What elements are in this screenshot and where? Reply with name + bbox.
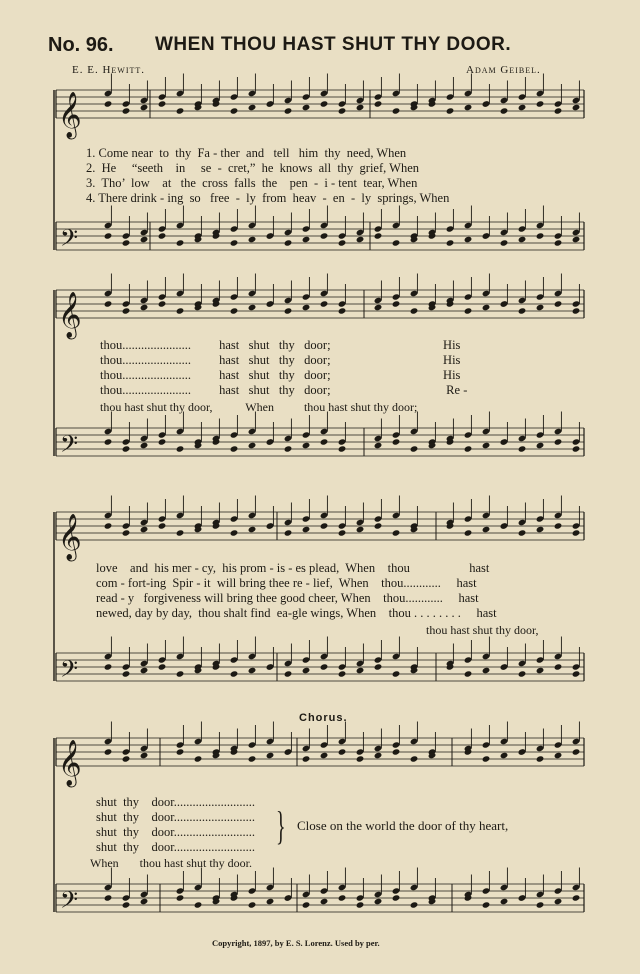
bass-staff-4-note-head	[266, 898, 275, 905]
treble-staff-2-note-head	[410, 307, 419, 314]
treble-staff-4-note-head	[320, 752, 329, 759]
treble-staff-3-note-head	[122, 529, 131, 536]
treble-staff-4-note-head	[392, 748, 401, 755]
bass-clef-icon: 𝄢	[60, 224, 79, 257]
treble-staff-4-note-head	[176, 748, 185, 755]
treble-staff-3-note-head	[248, 526, 257, 533]
bass-staff-2-note-head	[374, 442, 383, 449]
treble-staff-2-note-head	[104, 300, 113, 307]
bass-staff-2-note-head	[320, 438, 329, 445]
treble-staff-3-note-head	[536, 526, 545, 533]
treble-staff-4-note-head	[374, 752, 383, 759]
bass-staff-1-note-head	[338, 239, 347, 246]
treble-staff-1-note-head	[302, 104, 311, 111]
bass-staff-2-note-head	[140, 442, 149, 449]
bass-staff-2-note-head	[572, 445, 581, 452]
bass-staff-2-note-head	[230, 445, 239, 452]
bass-staff-3-note-head	[284, 670, 293, 677]
treble-staff-2-note-head	[392, 300, 401, 307]
bass-staff-3-note-head	[230, 670, 239, 677]
treble-staff-1-note-head	[104, 100, 113, 107]
bass-staff-2-note-head	[158, 438, 167, 445]
treble-staff-4-note-head	[248, 755, 257, 762]
bass-staff-1-note-head	[446, 239, 455, 246]
alto-line-2: thou hast shut thy door, When thou hast shut thy door;	[100, 400, 418, 414]
bass-staff-3-note-head	[554, 663, 563, 670]
alto-line-3: thou hast shut thy door,	[426, 623, 539, 637]
bass-clef-icon: 𝄢	[60, 886, 79, 919]
verse-4-line-4: shut thy door..........................	[96, 840, 256, 854]
bass-staff-4-note-head	[392, 894, 401, 901]
bass-staff-4-note-head	[356, 901, 365, 908]
bass-staff-3-note-head	[374, 663, 383, 670]
treble-staff-2-note-head	[338, 307, 347, 314]
bass-staff-4-note-head	[302, 901, 311, 908]
verse-1-line-2: thou...................... hast shut thy door; His	[100, 338, 461, 352]
verse-3-line-3: read - y forgiveness will bring thee good cheer, When thou............ hast	[96, 591, 479, 605]
treble-staff-1-note-head	[122, 107, 131, 114]
verse-2-line-2: thou...................... hast shut thy door; His	[100, 353, 461, 367]
treble-staff-2-note-head	[554, 300, 563, 307]
treble-staff-3-note-head	[374, 522, 383, 529]
bass-staff-4-note-head	[194, 901, 203, 908]
treble-staff-4-note-head	[302, 755, 311, 762]
bass-staff-1-note-head	[392, 239, 401, 246]
treble-staff-4-note-head	[122, 755, 131, 762]
verse-1-line-4: shut thy door..........................	[96, 795, 256, 809]
bass-staff-3-note-head	[536, 667, 545, 674]
bass-staff-3-note-head	[122, 670, 131, 677]
treble-clef-icon: 𝄞	[58, 514, 82, 560]
bass-staff-4-note-head	[410, 901, 419, 908]
treble-staff-3-note-head	[302, 526, 311, 533]
bass-staff-1-note-head	[464, 236, 473, 243]
bass-staff-2-note-head	[410, 445, 419, 452]
bass-staff-2-note-head	[302, 442, 311, 449]
bass-staff-1-note-head	[356, 236, 365, 243]
treble-staff-3-note-head	[356, 526, 365, 533]
treble-staff-3-note-head	[230, 529, 239, 536]
bass-staff-3-note-head	[482, 667, 491, 674]
treble-staff-4-note-head	[536, 755, 545, 762]
treble-staff-3-note-head	[518, 529, 527, 536]
bass-staff-1-note-head	[158, 232, 167, 239]
bass-staff-4-note-head	[140, 898, 149, 905]
treble-staff-4-note-head	[356, 755, 365, 762]
bass-clef-icon: 𝄢	[60, 430, 79, 463]
bass-staff-1-note-head	[176, 239, 185, 246]
bass-staff-1-note-head	[500, 239, 509, 246]
treble-staff-1-note-head	[554, 107, 563, 114]
treble-staff-2-note-head	[572, 307, 581, 314]
bass-staff-4-note-head	[122, 901, 131, 908]
verse-1-line-1: 1. Come near to thy Fa - ther and tell him thy need, When	[86, 146, 407, 160]
bass-staff-1-note-head	[518, 236, 527, 243]
treble-staff-1-note-head	[392, 107, 401, 114]
treble-staff-1-note-head	[284, 107, 293, 114]
bass-staff-4-note-head	[176, 894, 185, 901]
treble-staff-4-note-head	[572, 748, 581, 755]
treble-staff-3-note-head	[338, 529, 347, 536]
treble-staff-2-note-head	[464, 307, 473, 314]
hymn-title: WHEN THOU HAST SHUT THY DOOR.	[155, 34, 512, 55]
treble-staff-2-note-head	[158, 300, 167, 307]
bass-staff-3-note-head	[338, 670, 347, 677]
treble-staff-4-note-head	[266, 752, 275, 759]
verse-3-line-2: thou...................... hast shut thy door; His	[100, 368, 461, 382]
bass-staff-2-note-head	[284, 445, 293, 452]
treble-staff-3-note-head	[176, 529, 185, 536]
bass-staff-1-note-head	[536, 232, 545, 239]
verse-3-line-1: 3. Tho’ low at the cross falls the pen - i - tent tear, When	[86, 176, 418, 190]
bass-staff-4-note-head	[338, 894, 347, 901]
verse-1-line-3: love and his mer - cy, his prom - is - es plead, When thou hast	[96, 561, 490, 575]
treble-staff-4-note-head	[104, 748, 113, 755]
bass-staff-2-note-head	[392, 438, 401, 445]
bass-staff-1-note-head	[374, 232, 383, 239]
treble-staff-3-note-head	[464, 529, 473, 536]
treble-staff-3-note-head	[158, 522, 167, 529]
bass-staff-3-note-head	[392, 670, 401, 677]
treble-staff-3-note-head	[320, 522, 329, 529]
bass-staff-2-note-head	[104, 438, 113, 445]
treble-staff-4-note-head	[500, 752, 509, 759]
treble-staff-2-note-head	[320, 300, 329, 307]
treble-staff-3-note-head	[572, 529, 581, 536]
bass-staff-4-note-head	[482, 901, 491, 908]
bass-staff-1-note-head	[230, 239, 239, 246]
bass-staff-2-note-head	[464, 445, 473, 452]
treble-staff-2-note-head	[122, 307, 131, 314]
bass-staff-2-note-head	[554, 438, 563, 445]
treble-staff-1-note-head	[536, 100, 545, 107]
treble-staff-1-note-head	[518, 104, 527, 111]
treble-staff-4-note-head	[140, 752, 149, 759]
treble-staff-1-note-head	[446, 107, 455, 114]
bass-staff-2-note-head	[518, 445, 527, 452]
alto-line-4: When thou hast shut thy door.	[90, 856, 252, 870]
treble-staff-4-note-head	[194, 755, 203, 762]
treble-staff-2-note-head	[140, 304, 149, 311]
treble-staff-2-note-head	[374, 304, 383, 311]
treble-staff-3-note-head	[140, 526, 149, 533]
hymn-composer: Adam Geibel.	[466, 64, 541, 76]
bass-staff-4-note-head	[554, 898, 563, 905]
bass-staff-1-note-head	[284, 239, 293, 246]
treble-staff-3-note-head	[554, 522, 563, 529]
verse-2-line-3: com - fort-ing Spir - it will bring thee re - lief, When thou............ hast	[96, 576, 477, 590]
bass-staff-3-note-head	[302, 667, 311, 674]
bass-staff-1-note-head	[554, 239, 563, 246]
treble-staff-1-note-head	[356, 104, 365, 111]
bass-staff-2-note-head	[338, 445, 347, 452]
bass-staff-3-note-head	[464, 670, 473, 677]
verse-4-line-2: thou...................... hast shut thy door; Re -	[100, 383, 468, 397]
bass-staff-2-note-head	[248, 442, 257, 449]
treble-staff-3-note-head	[284, 529, 293, 536]
treble-staff-3-note-head	[104, 522, 113, 529]
bass-staff-3-note-head	[320, 663, 329, 670]
treble-staff-2-note-head	[482, 304, 491, 311]
verse-2-line-1: 2. He “seeth in se - cret,” he knows all thy grief, When	[86, 161, 420, 175]
treble-staff-2-note-head	[284, 307, 293, 314]
chorus-text: Close on the world the door of thy heart,	[297, 818, 509, 833]
treble-staff-2-note-head	[518, 307, 527, 314]
bass-staff-3-note-head	[176, 670, 185, 677]
treble-staff-1-note-head	[500, 107, 509, 114]
bass-staff-4-note-head	[248, 901, 257, 908]
treble-staff-4-note-head	[410, 755, 419, 762]
treble-staff-2-note-head	[536, 304, 545, 311]
treble-clef-icon: 𝄞	[58, 92, 82, 138]
lyric-brace: }	[276, 803, 286, 848]
treble-staff-3-note-head	[392, 529, 401, 536]
bass-staff-1-note-head	[572, 236, 581, 243]
treble-staff-1-note-head	[230, 107, 239, 114]
hymn-number: No. 96.	[48, 34, 114, 56]
bass-staff-4-note-head	[320, 898, 329, 905]
treble-staff-1-note-head	[338, 107, 347, 114]
bass-staff-1-note-head	[122, 239, 131, 246]
hymn-author: E. E. Hewitt.	[72, 64, 146, 76]
treble-staff-1-note-head	[572, 104, 581, 111]
bass-staff-1-note-head	[140, 236, 149, 243]
treble-clef-icon: 𝄞	[58, 292, 82, 338]
treble-staff-2-note-head	[230, 307, 239, 314]
bass-staff-1-note-head	[302, 236, 311, 243]
bass-staff-4-note-head	[500, 898, 509, 905]
verse-4-line-1: 4. There drink - ing so free - ly from heav - en - ly springs, When	[86, 191, 450, 205]
bass-staff-2-note-head	[482, 442, 491, 449]
bass-staff-1-note-head	[248, 236, 257, 243]
bass-staff-2-note-head	[176, 445, 185, 452]
bass-staff-3-note-head	[140, 667, 149, 674]
bass-staff-1-note-head	[104, 232, 113, 239]
bass-staff-4-note-head	[374, 898, 383, 905]
treble-staff-2-note-head	[176, 307, 185, 314]
treble-staff-4-note-head	[554, 752, 563, 759]
bass-staff-2-note-head	[536, 442, 545, 449]
verse-3-line-4: shut thy door..........................	[96, 825, 256, 839]
bass-staff-3-note-head	[158, 663, 167, 670]
bass-staff-3-note-head	[104, 663, 113, 670]
treble-clef-icon: 𝄞	[58, 740, 82, 786]
bass-staff-3-note-head	[518, 670, 527, 677]
treble-staff-4-note-head	[482, 755, 491, 762]
bass-staff-3-note-head	[248, 667, 257, 674]
bass-staff-3-note-head	[572, 670, 581, 677]
verse-4-line-3: newed, day by day, thou shalt find ea-gle wings, When thou . . . . . . . . hast	[96, 606, 497, 620]
treble-staff-2-note-head	[248, 304, 257, 311]
bass-staff-4-note-head	[104, 894, 113, 901]
treble-staff-2-note-head	[302, 304, 311, 311]
chorus-label: Chorus.	[299, 712, 348, 724]
bass-staff-3-note-head	[356, 667, 365, 674]
bass-clef-icon: 𝄢	[60, 655, 79, 688]
bass-staff-4-note-head	[572, 894, 581, 901]
treble-staff-1-note-head	[176, 107, 185, 114]
treble-staff-1-note-head	[140, 104, 149, 111]
treble-staff-3-note-head	[482, 526, 491, 533]
treble-staff-4-note-head	[338, 748, 347, 755]
verse-2-line-4: shut thy door..........................	[96, 810, 256, 824]
treble-staff-1-note-head	[320, 100, 329, 107]
treble-staff-1-note-head	[374, 100, 383, 107]
treble-staff-1-note-head	[158, 100, 167, 107]
treble-staff-1-note-head	[248, 104, 257, 111]
treble-staff-1-note-head	[464, 104, 473, 111]
bass-staff-4-note-head	[536, 901, 545, 908]
bass-staff-2-note-head	[122, 445, 131, 452]
bass-staff-1-note-head	[320, 232, 329, 239]
copyright-notice: Copyright, 1897, by E. S. Lorenz. Used by per.	[212, 938, 380, 948]
